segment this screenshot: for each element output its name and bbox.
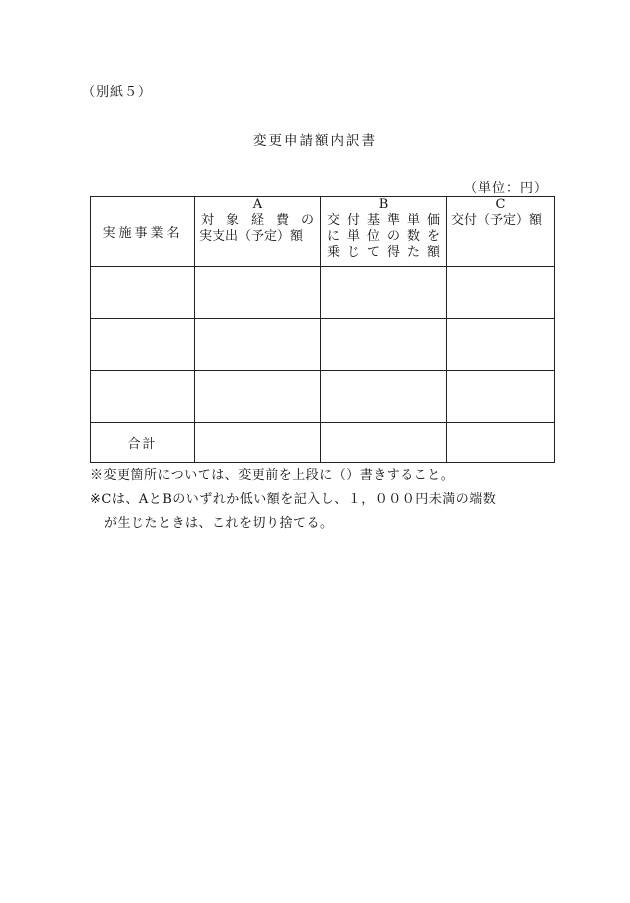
attachment-label: （別紙５） — [82, 85, 153, 100]
table-cell[interactable] — [195, 267, 321, 319]
table-cell[interactable] — [91, 319, 195, 371]
header-project-name: 実施事業名 — [91, 197, 195, 267]
note-2-line1: ※Cは、AとBのいずれか低い額を記入し、１，０００円未満の端数 — [90, 492, 497, 507]
table-cell[interactable] — [447, 267, 555, 319]
note-2-line2: が生じたときは、これを切り捨てる。 — [104, 516, 334, 531]
table-cell[interactable] — [195, 371, 321, 423]
breakdown-table — [90, 196, 555, 463]
header-col-c-letter: C — [495, 197, 506, 212]
header-col-b-line1: 交付基準単価 — [327, 213, 440, 228]
table-cell[interactable] — [195, 319, 321, 371]
header-col-a-letter: A — [252, 197, 263, 212]
header-col-b-letter: B — [378, 197, 389, 212]
header-col-b-line2: に単位の数を — [327, 229, 440, 244]
table-cell[interactable] — [91, 267, 195, 319]
table-header-row — [91, 197, 555, 267]
table-cell[interactable] — [321, 319, 447, 371]
header-col-c-line1: 交付（予定）額 — [451, 213, 543, 228]
total-label: 合計 — [91, 423, 195, 463]
total-cell-a[interactable] — [195, 423, 321, 463]
document-title: 変更申請額内訳書 — [253, 133, 377, 149]
table-cell[interactable] — [447, 319, 555, 371]
table-row — [91, 371, 555, 423]
total-row — [91, 423, 555, 463]
total-cell-b[interactable] — [321, 423, 447, 463]
table-row — [91, 267, 555, 319]
table-cell[interactable] — [321, 267, 447, 319]
header-col-b-line3: 乗じて得た額 — [327, 245, 440, 260]
note-2 — [90, 488, 560, 536]
table-cell[interactable] — [447, 371, 555, 423]
table-cell[interactable] — [321, 371, 447, 423]
header-col-a-line1: 対象経費の — [201, 213, 314, 228]
unit-note: （単位：円） — [463, 181, 548, 196]
header-col-a — [195, 197, 321, 267]
header-col-b — [321, 197, 447, 267]
note-1: ※変更箇所については、変更前を上段に（）書きすること。 — [90, 468, 455, 483]
header-col-a-line2: 実支出（予定）額 — [199, 229, 304, 244]
table-cell[interactable] — [91, 371, 195, 423]
table-row — [91, 319, 555, 371]
total-cell-c[interactable] — [447, 423, 555, 463]
header-col-c — [447, 197, 555, 267]
